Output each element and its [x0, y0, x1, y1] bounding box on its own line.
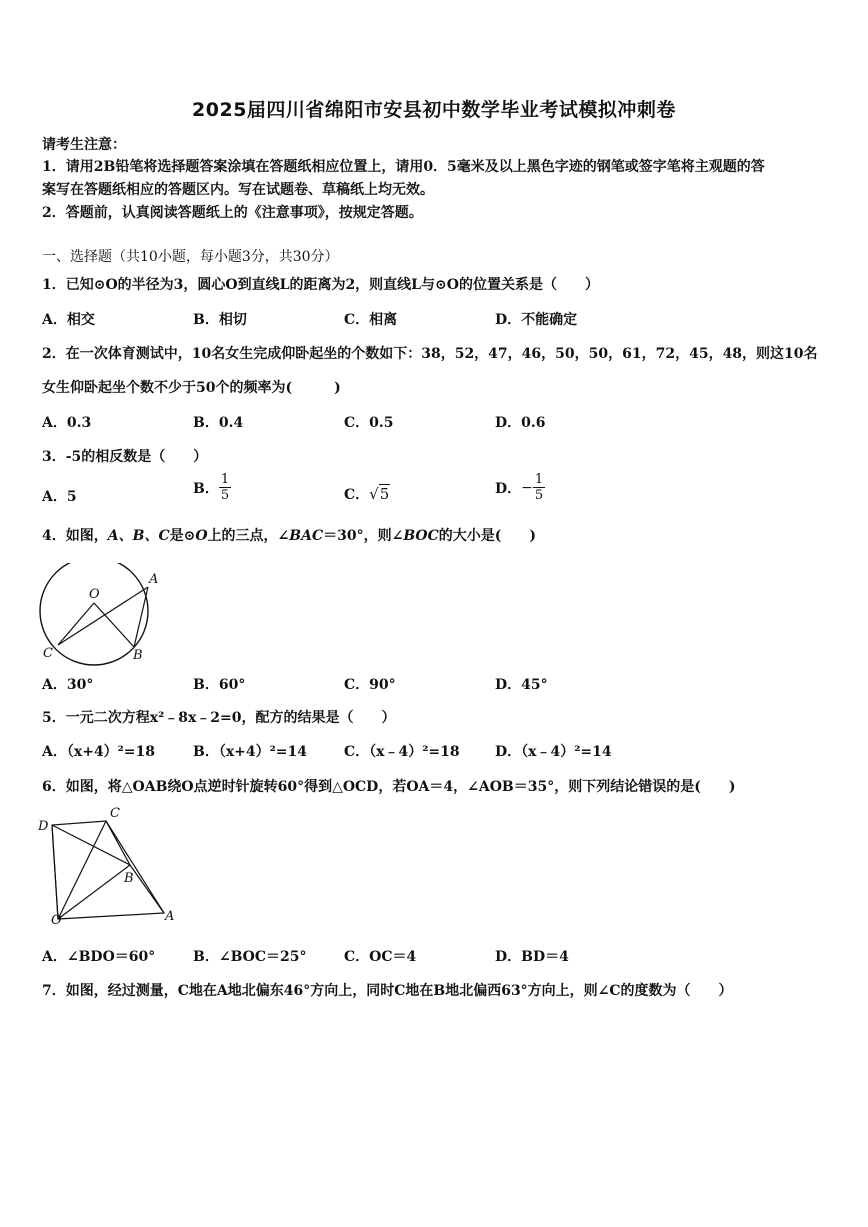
q4-segment-oc: [58, 603, 94, 645]
section-heading: 一、选择题（共10小题，每小题3分，共30分）: [42, 249, 339, 265]
question-7-stem: 7．如图，经过测量，C地在A地北偏东46°方向上，同时C地在B地北偏西63°方向上，则∠C的度数为（ ）: [42, 983, 733, 999]
notice-item-2: 2．答题前，认真阅读答题纸上的《注意事项》，按规定答题。: [42, 205, 423, 221]
q3-option-c-sqrt: √5: [369, 485, 390, 503]
q3-option-d-numerator: 1: [534, 472, 544, 487]
q4-circle-figure: [36, 563, 162, 667]
q6-segment-ca: [106, 821, 164, 913]
q4-circle: [40, 563, 148, 665]
q3-option-d-denominator: 5: [534, 488, 544, 503]
q6-option-a: A．∠BDO＝60°: [42, 949, 156, 965]
q5-option-d: D．（x﹣4）²=14: [495, 744, 612, 760]
question-3-stem: 3．-5的相反数是（ ）: [42, 449, 208, 465]
q5-option-b: B．（x+4）²=14: [193, 744, 307, 760]
q6-label-o: O: [51, 913, 62, 927]
q3-option-c: [344, 484, 390, 504]
question-2-stem-line-2: 女生仰卧起坐个数不少于50个的频率为( ): [42, 380, 341, 396]
q4-option-d: D．45°: [495, 677, 548, 693]
q3-option-c-label: C．: [344, 487, 370, 503]
notice-item-1-line-1: 1．请用2B铅笔将选择题答案涂填在答题纸相应位置上，请用0．5毫米及以上黑色字迹的钢笔或签字笔将主观题的答: [42, 159, 765, 175]
q6-option-c: C．OC＝4: [344, 949, 417, 965]
question-2-stem-line-1: 2．在一次体育测试中，10名女生完成仰卧起坐的个数如下：38，52，47，46，50，50，61，72，45，48，则这10名: [42, 346, 818, 362]
q4-option-b: B．60°: [193, 677, 246, 693]
q4-option-c: C．90°: [344, 677, 396, 693]
question-1-stem: 1．已知⊙O的半径为3，圆心O到直线L的距离为2，则直线L与⊙O的位置关系是（ ）: [42, 277, 599, 293]
q3-option-b-denominator: 5: [220, 488, 230, 503]
q4-stem-circle: O: [195, 528, 208, 544]
q4-label-a: A: [149, 572, 159, 587]
q4-stem-points: A、B、C: [107, 528, 170, 544]
q3-option-b-label: B．: [193, 480, 219, 497]
q6-option-b: B．∠BOC＝25°: [193, 949, 307, 965]
q6-label-c: C: [110, 806, 120, 821]
question-6-stem: 6．如图，将△OAB绕O点逆时针旋转60°得到△OCD，若OA＝4，∠AOB＝35°，则下列结论错误的是( ): [42, 779, 736, 795]
q1-option-a: A．相交: [42, 312, 95, 328]
q1-option-d: D．不能确定: [495, 312, 578, 328]
q4-option-a: A．30°: [42, 677, 94, 693]
q6-label-b: B: [124, 871, 134, 886]
q4-label-b: B: [133, 648, 143, 663]
q3-option-b: [193, 472, 231, 503]
q6-segment-ob: [58, 865, 130, 919]
q2-option-a: A．0.3: [42, 415, 92, 431]
q4-segment-ca: [58, 587, 148, 645]
q6-segment-db: [52, 825, 130, 865]
q3-option-a: A．5: [42, 489, 77, 505]
q6-option-d: D．BD＝4: [495, 949, 569, 965]
q3-option-c-radicand: 5: [379, 485, 390, 503]
q3-option-d-fraction: [533, 472, 545, 503]
question-4-stem: [42, 525, 536, 545]
notice-heading: 请考生注意：: [42, 137, 126, 153]
q1-option-c: C．相离: [344, 312, 398, 328]
q2-option-c: C．0.5: [344, 415, 394, 431]
notice-item-1-line-2: 案写在答题纸相应的答题区内。写在试题卷、草稿纸上均无效。: [42, 182, 434, 198]
page-title: 2025届四川省绵阳市安县初中数学毕业考试模拟冲刺卷: [192, 99, 676, 121]
q6-label-a: A: [165, 909, 175, 924]
q3-option-b-numerator: 1: [220, 472, 230, 487]
q2-option-d: D．0.6: [495, 415, 546, 431]
q4-stem-part: ＝30°，则∠: [323, 528, 404, 544]
q6-segment-od: [52, 825, 58, 919]
q6-label-d: D: [38, 819, 49, 834]
q3-option-d-sign: −: [521, 479, 533, 496]
question-5-stem: 5．一元二次方程x²﹣8x﹣2=0，配方的结果是（ ）: [42, 710, 396, 726]
q4-stem-part: 的大小是( ): [438, 528, 537, 544]
q3-option-d-label: D．: [495, 480, 522, 497]
q3-option-d: [495, 472, 545, 503]
q4-label-c: C: [43, 646, 53, 661]
q6-outline: [52, 821, 164, 919]
q4-stem-part: 是⊙: [169, 528, 196, 544]
q6-segment-oc: [58, 821, 106, 919]
q4-stem-angle-bac: BAC: [289, 528, 324, 544]
q3-option-b-fraction: [219, 472, 231, 503]
q6-rotation-figure: [36, 803, 182, 927]
q5-option-a: A．（x+4）²=18: [42, 744, 156, 760]
q4-stem-angle-boc: BOC: [403, 528, 439, 544]
q4-label-o: O: [89, 587, 100, 602]
q4-stem-part: 4．如图，: [42, 528, 108, 544]
q4-stem-part: 上的三点，∠: [207, 528, 290, 544]
q5-option-c: C．（x﹣4）²=18: [344, 744, 460, 760]
q1-option-b: B．相切: [193, 312, 247, 328]
q2-option-b: B．0.4: [193, 415, 244, 431]
